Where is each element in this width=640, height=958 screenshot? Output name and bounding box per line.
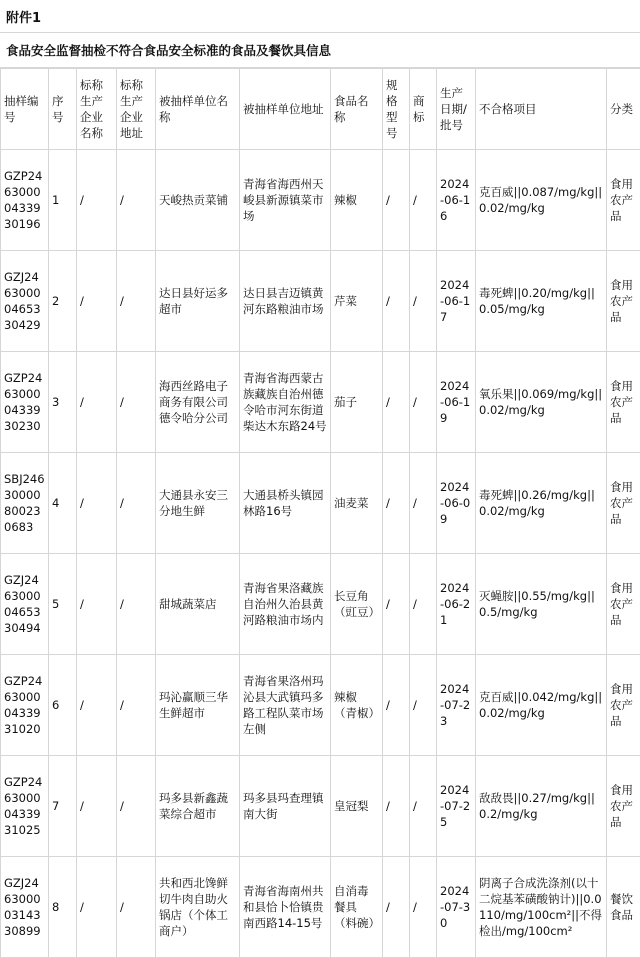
failed-items-cell: 阴离子合成洗涤剂(以十二烷基苯磺酸钠计)||0.0110/mg/100cm²||不得检出/mg/100cm² [476, 857, 607, 958]
table-row [1, 857, 640, 958]
sample-id-cell: GZP2463000043393102​5 [1, 756, 49, 857]
category-cell: 食用农产品 [607, 554, 640, 655]
trademark-cell: / [410, 857, 437, 958]
sampled-unit-address-cell: 青海省海西蒙古族藏族自治州德令哈市河东街道柴达木东路24号 [240, 352, 331, 453]
labeled-producer-address-cell: / [117, 655, 156, 756]
food-name-cell: 辣椒 [331, 150, 383, 251]
header-labeled-producer-address: 标称生产企业地址 [117, 69, 156, 150]
trademark-cell: / [410, 554, 437, 655]
trademark-cell: / [410, 655, 437, 756]
production-date-cell: 2024-07-30 [437, 857, 476, 958]
sample-id-cell: GZJ2463000031433089​9 [1, 857, 49, 958]
food-name-cell: 皇冠梨 [331, 756, 383, 857]
table-row [1, 352, 640, 453]
seq-no-cell: 5 [49, 554, 77, 655]
sample-id-cell: SBJ24630000800230683 [1, 453, 49, 554]
spec-model-cell: / [383, 655, 410, 756]
sampled-unit-name-cell: 玛多县新鑫蔬菜综合超市 [156, 756, 240, 857]
seq-no-cell: 3 [49, 352, 77, 453]
failed-items-cell: 克百威||0.042/mg/kg||0.02/mg/kg [476, 655, 607, 756]
trademark-cell: / [410, 251, 437, 352]
labeled-producer-name-cell: / [77, 352, 117, 453]
category-cell: 食用农产品 [607, 756, 640, 857]
labeled-producer-name-cell: / [77, 655, 117, 756]
seq-no-cell: 1 [49, 150, 77, 251]
seq-no-cell: 7 [49, 756, 77, 857]
food-name-cell: 自消毒餐具（料碗） [331, 857, 383, 958]
header-sample-id: 抽样编号 [1, 69, 49, 150]
header-food-name: 食品名称 [331, 69, 383, 150]
production-date-cell: 2024-06-09 [437, 453, 476, 554]
sampled-unit-address-cell: 青海省海西州天峻县新源镇菜市场 [240, 150, 331, 251]
header-production-date: 生产日期/批号 [437, 69, 476, 150]
header-category: 分类 [607, 69, 640, 150]
spec-model-cell: / [383, 352, 410, 453]
failed-items-cell: 克百威||0.087/mg/kg||0.02/mg/kg [476, 150, 607, 251]
labeled-producer-name-cell: / [77, 251, 117, 352]
labeled-producer-name-cell: / [77, 857, 117, 958]
production-date-cell: 2024-06-16 [437, 150, 476, 251]
sample-id-cell: GZJ2463000046533049​4 [1, 554, 49, 655]
trademark-cell: / [410, 352, 437, 453]
results-table [0, 68, 640, 958]
failed-items-cell: 灭蝇胺||0.55/mg/kg||0.5/mg/kg [476, 554, 607, 655]
spec-model-cell: / [383, 554, 410, 655]
labeled-producer-name-cell: / [77, 453, 117, 554]
sample-id-cell: GZJ2463000046533042​9 [1, 251, 49, 352]
production-date-cell: 2024-07-23 [437, 655, 476, 756]
category-cell: 食用农产品 [607, 251, 640, 352]
labeled-producer-address-cell: / [117, 554, 156, 655]
labeled-producer-address-cell: / [117, 857, 156, 958]
failed-items-cell: 氧乐果||0.069/mg/kg||0.02/mg/kg [476, 352, 607, 453]
header-seq-no: 序号 [49, 69, 77, 150]
header-failed-items: 不合格项目 [476, 69, 607, 150]
labeled-producer-address-cell: / [117, 352, 156, 453]
trademark-cell: / [410, 453, 437, 554]
food-name-cell: 芹菜 [331, 251, 383, 352]
trademark-cell: / [410, 756, 437, 857]
spec-model-cell: / [383, 857, 410, 958]
food-name-cell: 油麦菜 [331, 453, 383, 554]
header-row [1, 69, 640, 150]
header-sampled-unit-name: 被抽样单位名称 [156, 69, 240, 150]
page-title: 食品安全监督抽检不符合食品安全标准的食品及餐饮具信息 [0, 33, 640, 68]
labeled-producer-address-cell: / [117, 251, 156, 352]
category-cell: 食用农产品 [607, 352, 640, 453]
table-row [1, 554, 640, 655]
sampled-unit-address-cell: 青海省果洛藏族自治州久治县黄河路粮油市场内 [240, 554, 331, 655]
attachment-label: 附件1 [0, 0, 640, 33]
food-name-cell: 长豆角（豇豆） [331, 554, 383, 655]
table-row [1, 655, 640, 756]
sampled-unit-name-cell: 甜城蔬菜店 [156, 554, 240, 655]
production-date-cell: 2024-07-25 [437, 756, 476, 857]
category-cell: 食用农产品 [607, 150, 640, 251]
sampled-unit-name-cell: 海西丝路电子商务有限公司德令哈分公司 [156, 352, 240, 453]
sampled-unit-address-cell: 青海省果洛州玛沁县大武镇玛多路工程队菜市场左侧 [240, 655, 331, 756]
spec-model-cell: / [383, 251, 410, 352]
sample-id-cell: GZP2463000043393019​6 [1, 150, 49, 251]
sampled-unit-address-cell: 青海省海南州共和县恰卜恰镇贵南西路14-15号 [240, 857, 331, 958]
header-labeled-producer-name: 标称生产企业名称 [77, 69, 117, 150]
spec-model-cell: / [383, 453, 410, 554]
labeled-producer-address-cell: / [117, 150, 156, 251]
trademark-cell: / [410, 150, 437, 251]
failed-items-cell: 毒死蜱||0.20/mg/kg||0.05/mg/kg [476, 251, 607, 352]
seq-no-cell: 2 [49, 251, 77, 352]
production-date-cell: 2024-06-21 [437, 554, 476, 655]
sampled-unit-address-cell: 达日县吉迈镇黄河东路粮油市场 [240, 251, 331, 352]
sample-id-cell: GZP2463000043393102​0 [1, 655, 49, 756]
spec-model-cell: / [383, 756, 410, 857]
food-name-cell: 辣椒（青椒） [331, 655, 383, 756]
category-cell: 食用农产品 [607, 655, 640, 756]
table-row [1, 150, 640, 251]
header-spec-model: 规格型号 [383, 69, 410, 150]
sample-id-cell: GZP2463000043393023​0 [1, 352, 49, 453]
table-row [1, 251, 640, 352]
table-body [1, 150, 640, 958]
seq-no-cell: 4 [49, 453, 77, 554]
food-name-cell: 茄子 [331, 352, 383, 453]
category-cell: 食用农产品 [607, 453, 640, 554]
table-header [1, 69, 640, 150]
table-row [1, 756, 640, 857]
sampled-unit-name-cell: 玛沁赢顺三华生鲜超市 [156, 655, 240, 756]
spec-model-cell: / [383, 150, 410, 251]
labeled-producer-name-cell: / [77, 756, 117, 857]
failed-items-cell: 敌敌畏||0.27/mg/kg||0.2/mg/kg [476, 756, 607, 857]
labeled-producer-name-cell: / [77, 554, 117, 655]
header-trademark: 商标 [410, 69, 437, 150]
sampled-unit-name-cell: 天峻热贡菜铺 [156, 150, 240, 251]
production-date-cell: 2024-06-19 [437, 352, 476, 453]
sampled-unit-name-cell: 共和西北馋鲜切牛肉自助火锅店（个体工商户） [156, 857, 240, 958]
header-sampled-unit-address: 被抽样单位地址 [240, 69, 331, 150]
seq-no-cell: 8 [49, 857, 77, 958]
failed-items-cell: 毒死蜱||0.26/mg/kg||0.02/mg/kg [476, 453, 607, 554]
seq-no-cell: 6 [49, 655, 77, 756]
labeled-producer-address-cell: / [117, 453, 156, 554]
sampled-unit-address-cell: 大通县桥头镇园林路16号 [240, 453, 331, 554]
sampled-unit-address-cell: 玛多县玛查理镇南大街 [240, 756, 331, 857]
category-cell: 餐饮食品 [607, 857, 640, 958]
table-row [1, 453, 640, 554]
sampled-unit-name-cell: 大通县永安三分地生鲜 [156, 453, 240, 554]
production-date-cell: 2024-06-17 [437, 251, 476, 352]
sampled-unit-name-cell: 达日县好运多超市 [156, 251, 240, 352]
labeled-producer-name-cell: / [77, 150, 117, 251]
labeled-producer-address-cell: / [117, 756, 156, 857]
